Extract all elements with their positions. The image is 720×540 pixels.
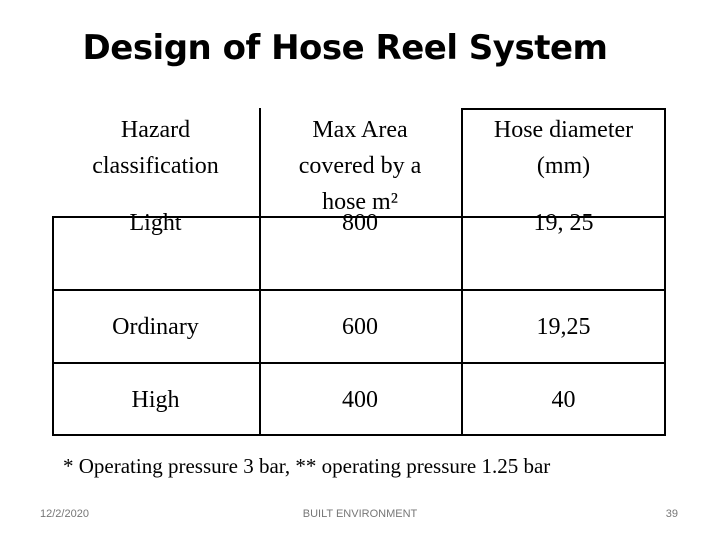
cell-diameter-ordinary: 19,25 bbox=[536, 313, 591, 340]
footer-center-text: BUILT ENVIRONMENT bbox=[302, 508, 418, 520]
table-rule bbox=[52, 362, 666, 364]
table-cell bbox=[461, 210, 666, 290]
header-hose-diameter: Hose diameter (mm) bbox=[493, 117, 634, 179]
cell-area-ordinary: 600 bbox=[342, 313, 378, 340]
table-row bbox=[52, 290, 666, 363]
cell-hazard-ordinary: Ordinary bbox=[112, 313, 199, 340]
cell-hazard-high: High bbox=[131, 386, 180, 413]
cell-diameter-light: 19, 25 bbox=[533, 210, 594, 236]
header-cell bbox=[52, 108, 259, 217]
header-cell bbox=[461, 108, 666, 217]
cell-hazard-light: Light bbox=[129, 210, 182, 236]
table-rule bbox=[52, 216, 666, 218]
table-cell bbox=[52, 210, 259, 290]
cell-area-high: 400 bbox=[342, 386, 378, 413]
footer-date: 12/2/2020 bbox=[40, 508, 89, 520]
slide-number: 39 bbox=[665, 508, 678, 520]
table-row bbox=[52, 363, 666, 436]
header-hazard-classification: Hazard classification bbox=[92, 117, 219, 179]
header-max-area: Max Area covered by a hose m² bbox=[298, 117, 422, 215]
table-rule bbox=[461, 108, 463, 436]
table-header-row bbox=[52, 108, 666, 217]
table-row bbox=[52, 217, 666, 290]
table-rule bbox=[52, 289, 666, 291]
pressure-footnote: * Operating pressure 3 bar, ** operating pressure 1.25 bar bbox=[63, 454, 551, 478]
cell-area-light: 800 bbox=[342, 210, 378, 236]
cell-diameter-high: 40 bbox=[551, 386, 576, 413]
table-rule bbox=[259, 108, 261, 436]
header-cell bbox=[259, 108, 461, 217]
hose-table-grid bbox=[52, 108, 666, 436]
table-rule bbox=[664, 108, 666, 436]
table-rule bbox=[461, 108, 666, 110]
table-rule bbox=[52, 434, 666, 436]
hose-reel-table bbox=[52, 108, 666, 436]
table-cell bbox=[259, 210, 461, 290]
slide-title: Design of Hose Reel System bbox=[82, 28, 608, 68]
table-rule bbox=[52, 216, 54, 436]
